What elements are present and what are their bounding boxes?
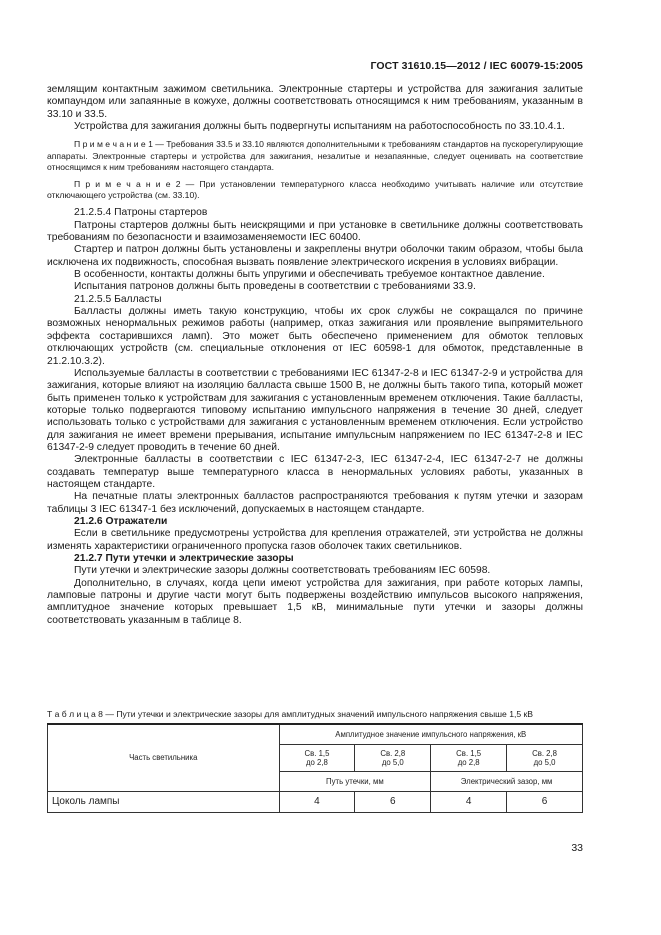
section-heading-21-2-7: 21.2.7 Пути утечки и электрические зазоры <box>74 553 294 565</box>
paragraph: Пути утечки и электрические зазоры должны соответствовать требованиям IEC 60598. <box>74 565 491 577</box>
note-1 <box>47 139 583 173</box>
paragraph: Дополнительно, в случаях, когда цепи имеют устройства для зажигания, при работе которых лампы, ламповые патроны и другие части могут быть подвержены воздействию импульсов высокого напряжения, амплитудное значение которых превышает 1,5 кВ, минимальные пути утечки и зазоры должны соответствовать указанным в таблице 8. <box>47 577 583 626</box>
table-8 <box>47 723 583 813</box>
paragraph: Испытания патронов должны быть проведены в соответствии с требованиями 33.9. <box>74 281 476 293</box>
table-caption-text: — Пути утечки и электрические зазоры для амплитудных значений импульсного напряжения свыше 1,5 кВ <box>102 709 534 719</box>
note-text: — При установлении температурного класса необходимо учитывать наличие или отсутствие отключающего устройства (см. 33.10). <box>47 178 583 201</box>
range-from: Св. 1,5 <box>456 748 482 758</box>
paragraph: В особенности, контакты должны быть упругими и обеспечивать требуемое контактное давление. <box>74 269 545 281</box>
paragraph: землящим контактным зажимом светильника. Электронные стартеры и устройства для зажигания залитые компаундом или запаянные в кожухе, должны соответствовать относящимся к ним требованиям, указанным в 33.10 и 33.5. <box>47 84 583 120</box>
table-caption-label: Т а б л и ц а 8 <box>47 709 103 719</box>
header-range <box>507 744 583 771</box>
header-amplitude: Амплитудное значение импульсного напряжения, кВ <box>279 724 582 744</box>
range-from: Св. 1,5 <box>304 748 330 758</box>
note-label: П р и м е ч а н и е 2 <box>74 178 181 189</box>
document-header: ГОСТ 31610.15—2012 / IEC 60079-15:2005 <box>370 60 583 72</box>
range-to: до 2,8 <box>306 757 328 767</box>
range-from: Св. 2,8 <box>380 748 406 758</box>
section-heading-21-2-5-4: 21.2.5.4 Патроны стартеров <box>74 207 208 219</box>
header-range <box>431 744 507 771</box>
row-value: 6 <box>355 791 431 812</box>
paragraph: Электронные балласты в соответствии с IEC 61347-2-3, IEC 61347-2-4, IEC 61347-2-7 не должны создавать температур выше температурного класса в ненормальных условиях работы, указанных в настоящем стандарте. <box>47 454 583 490</box>
range-to: до 5,0 <box>533 757 556 767</box>
header-range <box>355 744 431 771</box>
note-text: — Требования 33.5 и 33.10 являются дополнительными к требованиям стандартов на пускорегулирующие аппараты. Электронные стартеры и устройства для зажигания, незалитые и незапаянные, следует оценивать на соответствие относящимся к ним требованиям настоящего стандарта. <box>47 139 583 172</box>
range-to: до 5,0 <box>381 757 404 767</box>
table-row <box>48 791 583 812</box>
section-heading-21-2-6: 21.2.6 Отражатели <box>74 515 168 527</box>
table-caption <box>47 709 583 720</box>
range-to: до 2,8 <box>457 757 480 767</box>
paragraph: На печатные платы электронных балластов распространяются требования к путям утечки и зазорам таблицы 3 IEC 61347-1 без исключений, допускаемых в настоящем стандарте. <box>47 491 583 515</box>
paragraph: Балласты должны иметь такую конструкцию, чтобы их срок службы не сокращался по причине возможных ненормальных режимов работы (например, отказ зажигания или проявление выпрямительного эффекта состарившихся ламп). Это может быть обеспечено применением для обмоток тепловых отключающих устройств (см. специальные отклонения от IEC 60598-1 для обмоток, представленные в 21.2.10.3.2). <box>47 306 583 367</box>
header-clearance: Электрический зазор, мм <box>431 771 583 791</box>
paragraph: Патроны стартеров должны быть неискрящими и при установке в светильнике должны соответствовать требованиям по безопасности и взаимозаменяемости IEC 60400. <box>47 219 583 244</box>
header-range <box>279 744 355 771</box>
header-creepage: Путь утечки, мм <box>279 771 431 791</box>
section-heading-21-2-5-5: 21.2.5.5 Балласты <box>74 293 162 305</box>
paragraph: Устройства для зажигания должны быть подвергнуты испытаниям на работоспособность по 33.10.4.1. <box>74 121 565 133</box>
note-2 <box>47 179 583 201</box>
page-number: 33 <box>571 842 583 854</box>
range-from: Св. 2,8 <box>532 748 558 758</box>
header-part: Часть светильника <box>48 724 280 791</box>
row-part: Цоколь лампы <box>48 791 280 812</box>
note-label: П р и м е ч а н и е 1 <box>74 139 153 150</box>
row-value: 6 <box>507 791 583 812</box>
row-value: 4 <box>279 791 355 812</box>
row-value: 4 <box>431 791 507 812</box>
paragraph: Стартер и патрон должны быть установлены и закреплены внутри оболочки таким образом, чтобы была исключена их подвижность, способная вызвать появление электрического искрения в условиях вибрации. <box>47 244 583 268</box>
paragraph: Используемые балласты в соответствии с требованиями IEC 61347-2-8 и IEC 61347-2-9 и устройства для зажигания, которые влияют на изоляцию балласта свыше 1500 В, не должны быть такого типа, который может быть применен только к устройствам для зажигания с установленным временем отключения. Такие балласты, которые только подвергаются типовому испытанию импульсного напряжения в течение 30 дней, следует использовать только с устройствами для зажигания с установленным временем отключения. Если устройство для зажигания не имеет времени прерывания, испытание импульсным напряжением по IEC 61347-2-8 и IEC 61347-2-9 следует проводить в течение 60 дней. <box>47 367 583 453</box>
paragraph: Если в светильнике предусмотрены устройства для крепления отражателей, эти устройства не должны изменять характеристики ограниченного пропуска газов оболочек таких светильников. <box>47 528 583 552</box>
document-body <box>47 84 583 627</box>
